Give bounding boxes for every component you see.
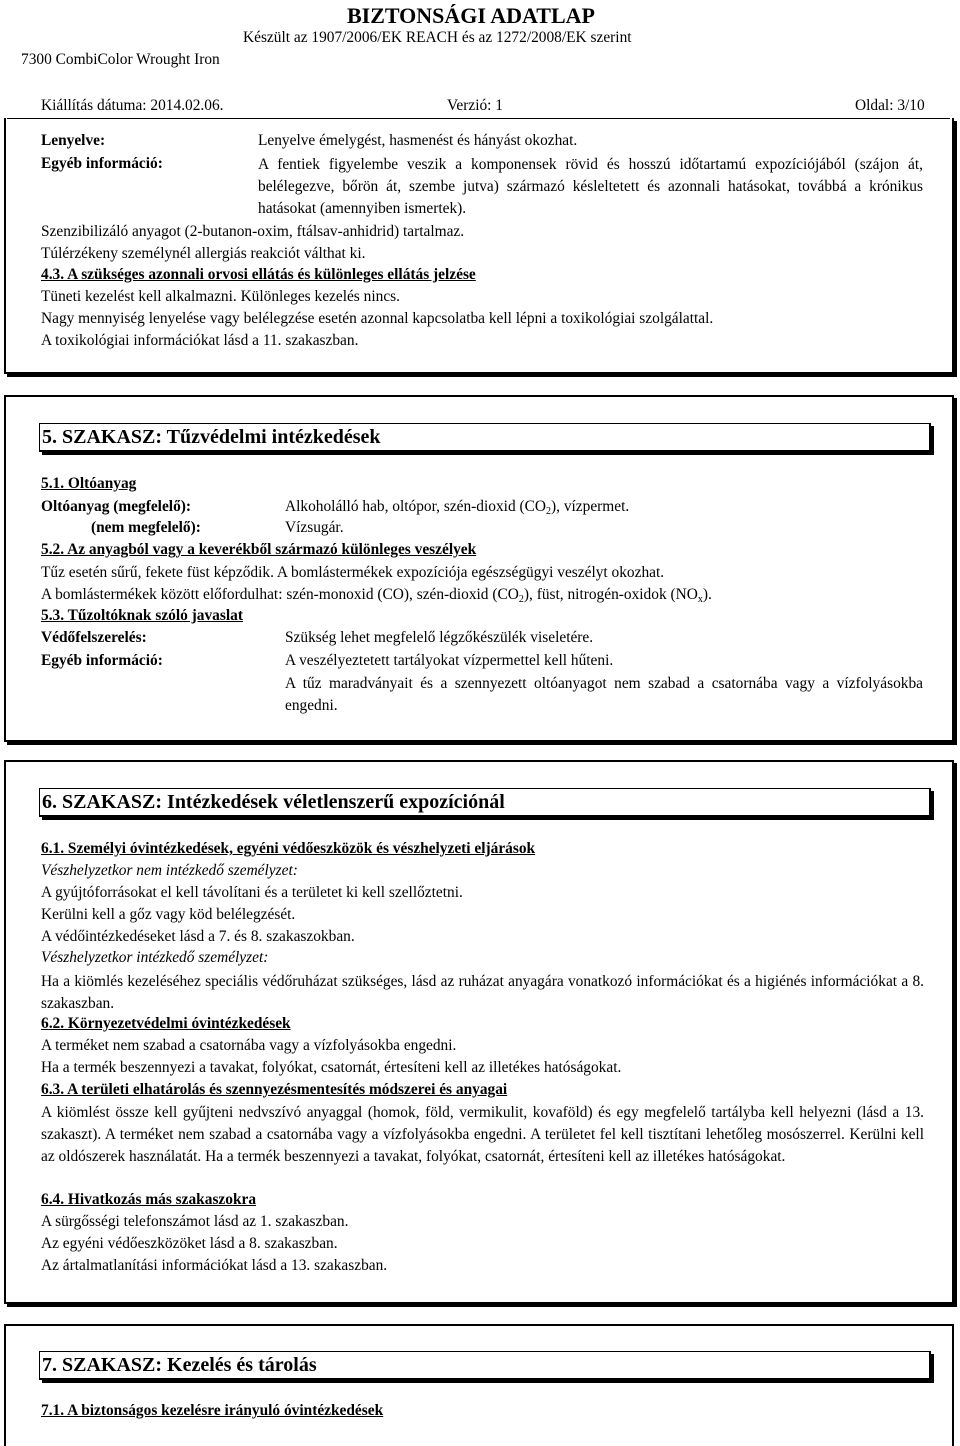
swallow-text: Lenyelve émelygést, hasmenést és hányást okozhat. xyxy=(258,132,578,149)
non-emergency-1: A gyújtóforrásokat el kell távolítani és a területet ki kell szellőztetni. xyxy=(41,884,463,901)
unsuitable-media-label: (nem megfelelő): xyxy=(91,519,201,536)
text-4-3-b: Nagy mennyiség lenyelése vagy belélegzése esetén azonnal kapcsolatba kell lépni a toxikológiai szolgálattal. xyxy=(41,310,714,327)
version: Verzió: 1 xyxy=(447,97,503,114)
document-title: BIZTONSÁGI ADATLAP xyxy=(347,3,595,28)
suitable-media-label: Oltóanyag (megfelelő): xyxy=(41,498,192,515)
emergency-text: Ha a kiömlés kezeléséhez speciális védőruházat szükséges, lásd az ruházat anyagára vonatkozó információkat és a higiénés információkat a 8. szakaszban. xyxy=(41,973,924,1012)
heading-6-2: 6.2. Környezetvédelmi óvintézkedések xyxy=(41,1015,291,1032)
non-emergency-2: Kerülni kell a gőz vagy köd belélegzését. xyxy=(41,906,296,923)
heading-6-3: 6.3. A területi elhatárolás és szennyezésmentesítés módszerei és anyagai xyxy=(41,1081,508,1098)
other-info-text-5b: A tűz maradványait és a szennyezett oltóanyagot nem szabad a csatornába vagy a vízfolyásokba engedni. xyxy=(285,675,923,714)
text-4-3-c: A toxikológiai információkat lásd a 11. szakaszban. xyxy=(41,332,359,349)
product-name: 7300 CombiColor Wrought Iron xyxy=(21,51,220,68)
sensitizer-line-1: Szenzibilizáló anyagot (2-butanon-oxim, ftálsav-anhidrid) tartalmaz. xyxy=(41,223,465,240)
other-info-text: A fentiek figyelembe veszik a komponensek rövid és hosszú időtartamú expozíciójából (szájon át, belélegezve, bőrön át, szembe jutva) származó késleltetett és azonnali hatásokat, továbbá a krónikus hatásokat (amennyiben ismertek). xyxy=(258,156,923,217)
heading-7-1: 7.1. A biztonságos kezelésre irányuló óvintézkedések xyxy=(41,1402,384,1419)
section-7-title: 7. SZAKASZ: Kezelés és tárolás xyxy=(39,1351,931,1380)
text-6-4-b: Az egyéni védőeszközöket lásd a 8. szakaszban. xyxy=(41,1235,338,1252)
suitable-media-text: Alkoholálló hab, oltópor, szén-dioxid $(CO_2)$, vízpermet. xyxy=(285,498,630,517)
heading-6-1: 6.1. Személyi óvintézkedések, egyéni védőeszközök és vészhelyzeti eljárások xyxy=(41,840,536,857)
other-info-label: Egyéb információ: xyxy=(41,155,163,172)
heading-5-2: 5.2. Az anyagból vagy a keverékből származó különleges veszélyek xyxy=(41,541,477,558)
document-subtitle: Készült az 1907/2006/EK REACH és az 1272/2008/EK szerint xyxy=(243,29,632,46)
page-number: Oldal: 3/10 xyxy=(855,97,925,114)
text-6-4-c: Az ártalmatlanítási információkat lásd a 13. szakaszban. xyxy=(41,1257,388,1274)
other-info-label-5: Egyéb információ: xyxy=(41,652,163,669)
unsuitable-media-text: Vízsugár. xyxy=(285,519,344,536)
heading-4-3: 4.3. A szükséges azonnali orvosi ellátás és különleges ellátás jelzése xyxy=(41,266,476,283)
text-6-4-a: A sürgősségi telefonszámot lásd az 1. szakaszban. xyxy=(41,1213,349,1230)
text-6-2-a: A terméket nem szabad a csatornába vagy a vízfolyásokba engedni. xyxy=(41,1037,457,1054)
heading-6-4: 6.4. Hivatkozás más szakaszokra xyxy=(41,1191,257,1208)
section-5-title: 5. SZAKASZ: Tűzvédelmi intézkedések xyxy=(39,423,931,452)
text-6-2-b: Ha a termék beszennyezi a tavakat, folyókat, csatornát, értesíteni kell az illetékes hatóságokat. xyxy=(41,1059,622,1076)
text-6-3: A kiömlést össze kell gyűjteni nedvszívó anyaggal (homok, föld, vermikulit, kovaföld) és egy megfelelő tartályba kell helyezni (lásd a 13. szakaszt). A terméket nem szabad a csatornába vagy a vízfolyásokba engedni. A területet fel kell tisztítani lehetőleg mosószerrel. Kerülni kell az oldószerek használatát. Ha a termék beszennyezi a tavakat, folyókat, csatornát, értesíteni kell az illetékes hatóságokat. xyxy=(41,1104,924,1165)
swallow-label: Lenyelve: xyxy=(41,132,106,149)
issue-date: Kiállítás dátuma: 2014.02.06. xyxy=(41,97,224,114)
text-4-3-a: Tüneti kezelést kell alkalmazni. Különleges kezelés nincs. xyxy=(41,288,400,305)
heading-5-1: 5.1. Oltóanyag xyxy=(41,475,137,492)
section-6-title: 6. SZAKASZ: Intézkedések véletlenszerű expozíciónál xyxy=(39,788,931,817)
emergency-label: Vészhelyzetkor intézkedő személyzet: xyxy=(41,949,269,966)
sensitizer-line-2: Túlérzékeny személynél allergiás reakciót válthat ki. xyxy=(41,245,366,262)
ppe-text: Szükség lehet megfelelő légzőkészülék viseletére. xyxy=(285,629,594,646)
other-info-text-5a: A veszélyeztetett tartályokat vízpermettel kell hűteni. xyxy=(285,652,614,669)
text-5-2-b: A bomlástermékek között előfordulhat: szén-monoxid (CO), szén-dioxid $(CO_2)$, füst, nitrogén-oxidok $(NO_x)$. xyxy=(41,586,712,605)
heading-5-3: 5.3. Tűzoltóknak szóló javaslat xyxy=(41,607,243,624)
section-7-box xyxy=(4,1324,954,1446)
non-emergency-3: A védőintézkedéseket lásd a 7. és 8. szakaszokban. xyxy=(41,928,355,945)
ppe-label: Védőfelszerelés: xyxy=(41,629,147,646)
non-emergency-label: Vészhelyzetkor nem intézkedő személyzet: xyxy=(41,862,298,879)
text-5-2-a: Tűz esetén sűrű, fekete füst képződik. A bomlástermékek expozíciója egészségügyi veszélyt okozhat. xyxy=(41,564,665,581)
